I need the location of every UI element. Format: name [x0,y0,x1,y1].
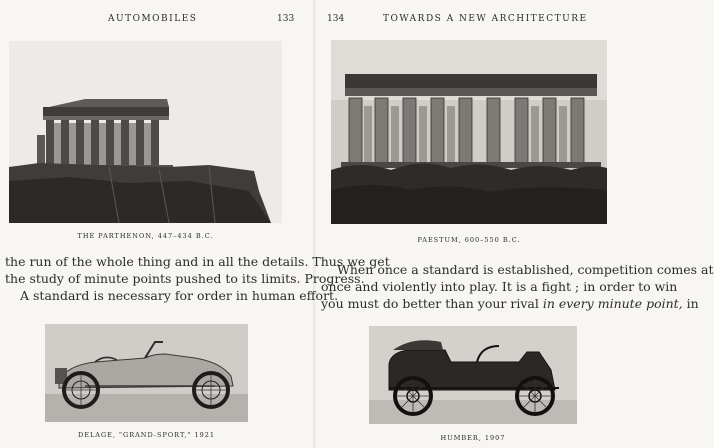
running-head-right: TOWARDS A NEW ARCHITECTURE [383,14,588,24]
right-body-line-3 [321,295,699,312]
left-body-line-3: A standard is necessary for order in human effort. [20,288,339,303]
parthenon-caption: THE PARTHENON, 447–434 B.C. [77,232,214,240]
running-head-left: AUTOMOBILES [108,14,198,24]
left-body-line-2: the study of minute points pushed to its limits. Progress. [5,271,365,286]
humber-car-photo [369,326,577,424]
delage-car-photo [45,324,248,422]
humber-caption: HUMBER, 1907 [440,434,506,442]
right-body-line-1: When once a standard is established, competition comes at [337,262,714,277]
right-body-line-2: once and violently into play. It is a fight ; in order to win [321,279,678,294]
parthenon-photo [9,41,282,223]
delage-caption: DELAGE, "GRAND-SPORT," 1921 [77,431,215,439]
left-body-line-1: the run of the whole thing and in all the details. Thus we get [5,254,390,269]
paestum-caption: PAESTUM, 600–550 B.C. [417,236,521,244]
paestum-photo [331,40,607,224]
page-number-left: 133 [277,14,295,24]
right-body-line-3-emphasis: in every minute point, [542,296,683,311]
right-body-line-3-end: in [682,296,699,311]
right-page [317,0,714,448]
page-number-right: 134 [327,14,345,24]
right-body-line-3-start: you must do better than your rival [321,296,543,311]
